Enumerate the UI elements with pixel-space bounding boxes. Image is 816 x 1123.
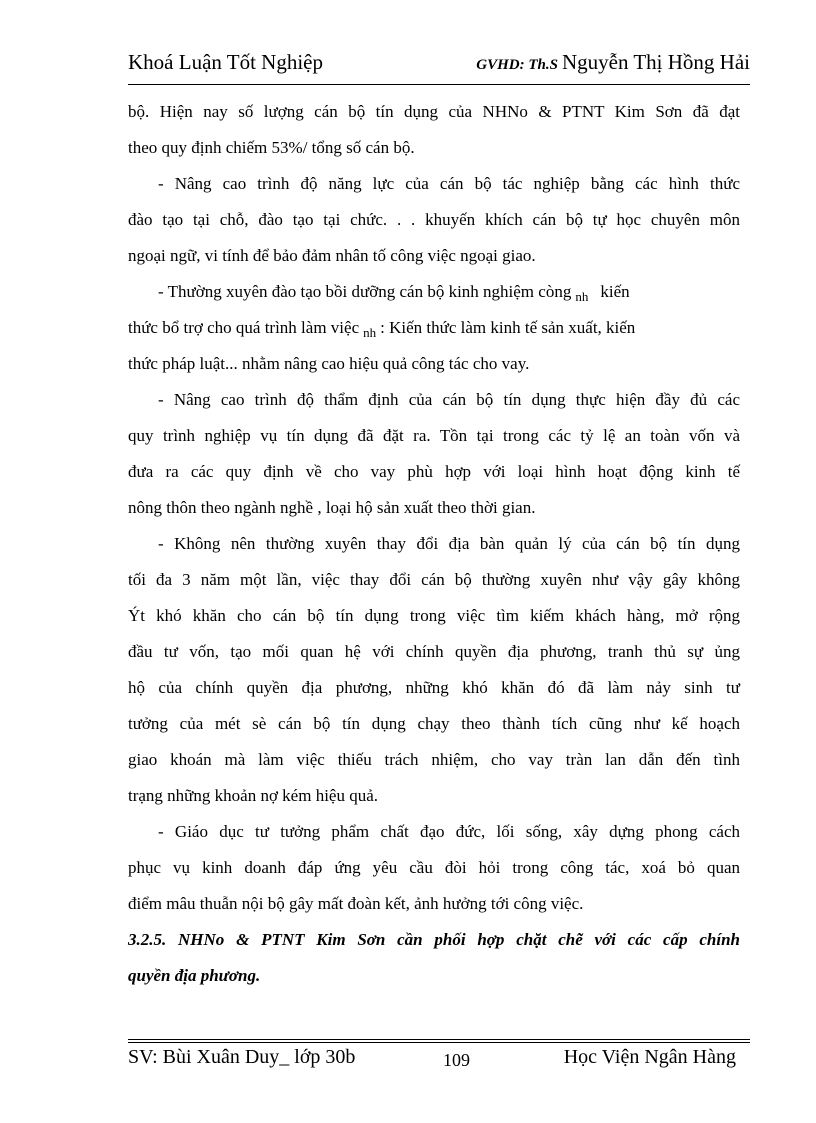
text-line: quy trình nghiệp vụ tín dụng đã đặt ra. Tồn tại trong các tỷ lệ an toàn vốn và (128, 426, 740, 445)
text-line: Ýt khó khăn cho cán bộ tín dụng trong việc tìm kiếm khách hàng, mở rộng (128, 606, 740, 625)
text-line: nông thôn theo ngành nghề , loại hộ sản xuất theo thời gian. (128, 498, 536, 517)
text-segment: thức bổ trợ cho quá trình làm việc (128, 318, 360, 337)
supervisor (476, 50, 750, 75)
text-line: tối đa 3 năm một lần, việc thay đổi cán bộ thường xuyên như vậy gây không (128, 570, 740, 589)
header-rule (128, 84, 750, 85)
subscript: nh (575, 289, 589, 304)
text-line: - Không nên thường xuyên thay đổi địa bàn quản lý của cán bộ tín dụng (158, 534, 740, 553)
section-heading-line: quyền địa phương. (128, 966, 261, 985)
section-heading-line: 3.2.5. NHNo & PTNT Kim Sơn cần phối hợp chặt chẽ với các cấp chính (128, 930, 740, 949)
text-line: bộ. Hiện nay số lượng cán bộ tín dụng của NHNo & PTNT Kim Sơn đã đạt (128, 102, 740, 121)
text-line: đào tạo tại chỗ, đào tạo tại chức. . . khuyến khích cán bộ tự học chuyên môn (128, 210, 740, 229)
text-line: điểm mâu thuẫn nội bộ gây mất đoàn kết, ảnh hưởng tới công việc. (128, 894, 584, 913)
text-line: - Giáo dục tư tưởng phẩm chất đạo đức, lối sống, xây dựng phong cách (158, 822, 740, 841)
text-line (128, 310, 740, 346)
page-footer (128, 1046, 750, 1076)
text-line: - Nâng cao trình độ thẩm định của cán bộ tín dụng thực hiện đầy đủ các (158, 390, 740, 409)
text-line: thức pháp luật... nhằm nâng cao hiệu quả công tác cho vay. (128, 354, 530, 373)
text-segment: kiến (600, 282, 630, 301)
supervisor-name: Nguyễn Thị Hồng Hải (561, 50, 750, 74)
student-info: SV: Bùi Xuân Duy_ lớp 30b (128, 1046, 356, 1068)
page-header (128, 50, 750, 82)
text-line: đưa ra các quy định về cho vay phù hợp với loại hình hoạt động kinh tế (128, 462, 740, 481)
supervisor-label: GVHD: Th.S (476, 57, 558, 73)
text-segment: : Kiến thức làm kinh tế sản xuất, kiến (380, 318, 636, 337)
school-name: Học Viện Ngân Hàng (563, 1046, 736, 1068)
page-number: 109 (443, 1050, 470, 1070)
text-line: ngoại ngữ, vi tính để bảo đảm nhân tố công việc ngoại giao. (128, 246, 536, 265)
text-line: trạng những khoản nợ kém hiệu quả. (128, 786, 379, 805)
text-line: giao khoán mà làm việc thiếu trách nhiệm, cho vay tràn lan dẫn đến tình (128, 750, 740, 769)
text-line: theo quy định chiếm 53%/ tổng số cán bộ. (128, 138, 415, 157)
text-line: hộ của chính quyền địa phương, những khó khăn đó đã làm nảy sinh tư (128, 678, 740, 697)
text-line: đầu tư vốn, tạo mối quan hệ với chính quyền địa phương, tranh thủ sự ủng (128, 642, 740, 661)
footer-rule (128, 1039, 750, 1040)
text-line: phục vụ kinh doanh đáp ứng yêu cầu đòi hỏi trong công tác, xoá bỏ quan (128, 858, 740, 877)
text-line: tưởng của mét sè cán bộ tín dụng chạy theo thành tích cũng như kế hoạch (128, 714, 740, 733)
subscript: nh (363, 325, 377, 340)
text-line (128, 274, 740, 310)
text-line: - Nâng cao trình độ năng lực của cán bộ tác nghiệp bằng các hình thức (158, 174, 740, 193)
text-segment: - Thường xuyên đào tạo bồi dưỡng cán bộ kinh nghiệm còng (158, 282, 572, 301)
footer-rule (128, 1042, 750, 1043)
thesis-title: Khoá Luận Tốt Nghiệp (128, 50, 323, 74)
page-body (128, 94, 740, 994)
